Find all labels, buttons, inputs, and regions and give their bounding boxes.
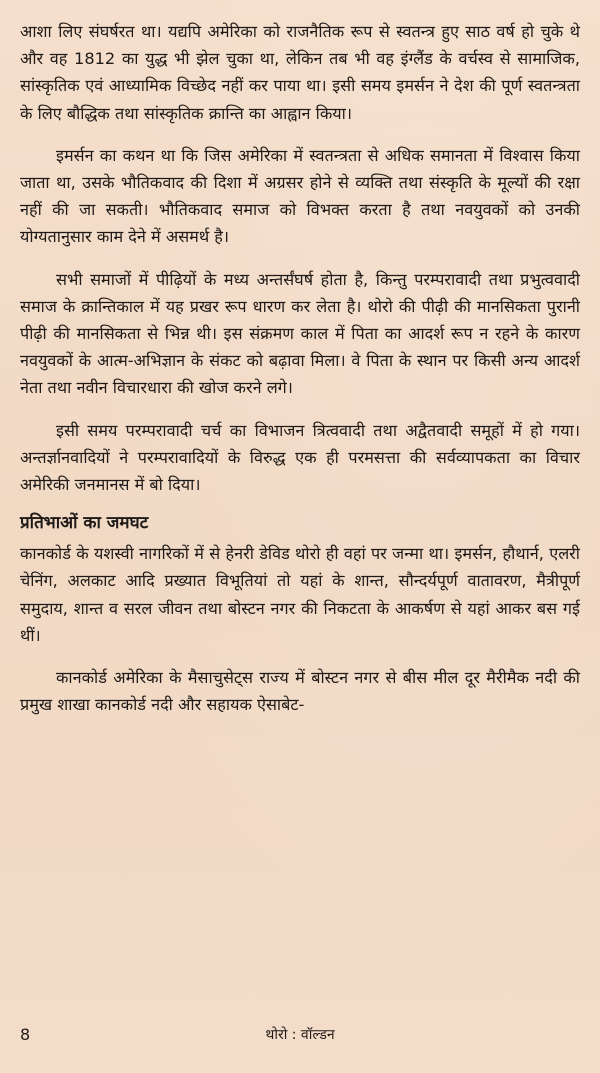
section-paragraph-2: कानकोर्ड अमेरिका के मैसाचुसेट्स राज्य में बोस्टन नगर से बीस मील दूर मैरीमैक नदी की प्रमुख शाखा कानकोर्ड नदी और सहायक ऐसाबेट- bbox=[20, 668, 580, 715]
section-paragraph-1: कानकोर्ड के यशस्वी नागरिकों में से हेनरी डेविड थोरो ही वहां पर जन्मा था। इमर्सन, हौथार्न, एलरी चेनिंग, अलकाट आदि प्रख्यात विभूतियां तो यहां के शान्त, सौन्दर्यपूर्ण वातावरण, मैत्रीपूर्ण समुदाय, शान्त व सरल जीवन तथा बोस्टन नगर की निकटता के आकर्षण से यहां आकर बस गई थीं। bbox=[20, 544, 580, 645]
paragraph-2: इमर्सन का कथन था कि जिस अमेरिका में स्वतन्त्रता से अधिक समानता में विश्वास किया जाता था, उसके भौतिकवाद की दिशा में अग्रसर होने से व्यक्ति तथा संस्कृति के मूल्यों की रक्षा नहीं की जा सकती। भौतिकवाद समाज को विभक्त करता है तथा नवयुवकों को उनकी योग्यतानुसार काम देने में असमर्थ है। bbox=[20, 145, 580, 247]
page-footer bbox=[20, 1024, 580, 1046]
paragraph-4: इसी समय परम्परावादी चर्च का विभाजन त्रित्ववादी तथा अद्वैतवादी समूहों में हो गया। अन्तर्ज्ञानवादियों ने परम्परावादियों के विरुद्ध एक ही परमसत्ता की सर्वव्यापकता का विचार अमेरिकी जनमानस में बो दिया। bbox=[20, 420, 580, 495]
running-title: थोरो : वॉल्डन bbox=[265, 1027, 335, 1043]
page-number: 8 bbox=[20, 1025, 31, 1044]
paragraph-1: आशा लिए संघर्षरत था। यद्यपि अमेरिका को राजनैतिक रूप से स्वतन्त्र हुए साठ वर्ष हो चुके थे और वह 1812 का युद्ध भी झेल चुका था, लेकिन तब भी वह इंग्लैंड के वर्चस्व से सामाजिक, सांस्कृतिक एवं आध्यामिक विच्छेद नहीं कर पाया था। इसी समय इमर्सन ने देश की पूर्ण स्वतन्त्रता के लिए बौद्धिक तथा सांस्कृतिक क्रान्ति का आह्वान किया। bbox=[20, 22, 580, 123]
section-heading: प्रतिभाओं का जमघट bbox=[20, 513, 149, 534]
paragraph-3: सभी समाजों में पीढ़ियों के मध्य अन्तर्संघर्ष होता है, किन्तु परम्परावादी तथा प्रभुत्ववादी समाज के क्रान्तिकाल में यह प्रखर रूप धारण कर लेता है। थोरो की पीढ़ी की मानसिकता पुरानी पीढ़ी की मानसिकता से भिन्न थी। इस संक्रमण काल में पिता का आदर्श रूप न रहने के कारण नवयुवकों के आत्म-अभिज्ञान के संकट को बढ़ावा मिला। वे पिता के स्थान पर किसी अन्य आदर्श नेता तथा नवीन विचारधारा की खोज करने लगे। bbox=[20, 269, 580, 398]
